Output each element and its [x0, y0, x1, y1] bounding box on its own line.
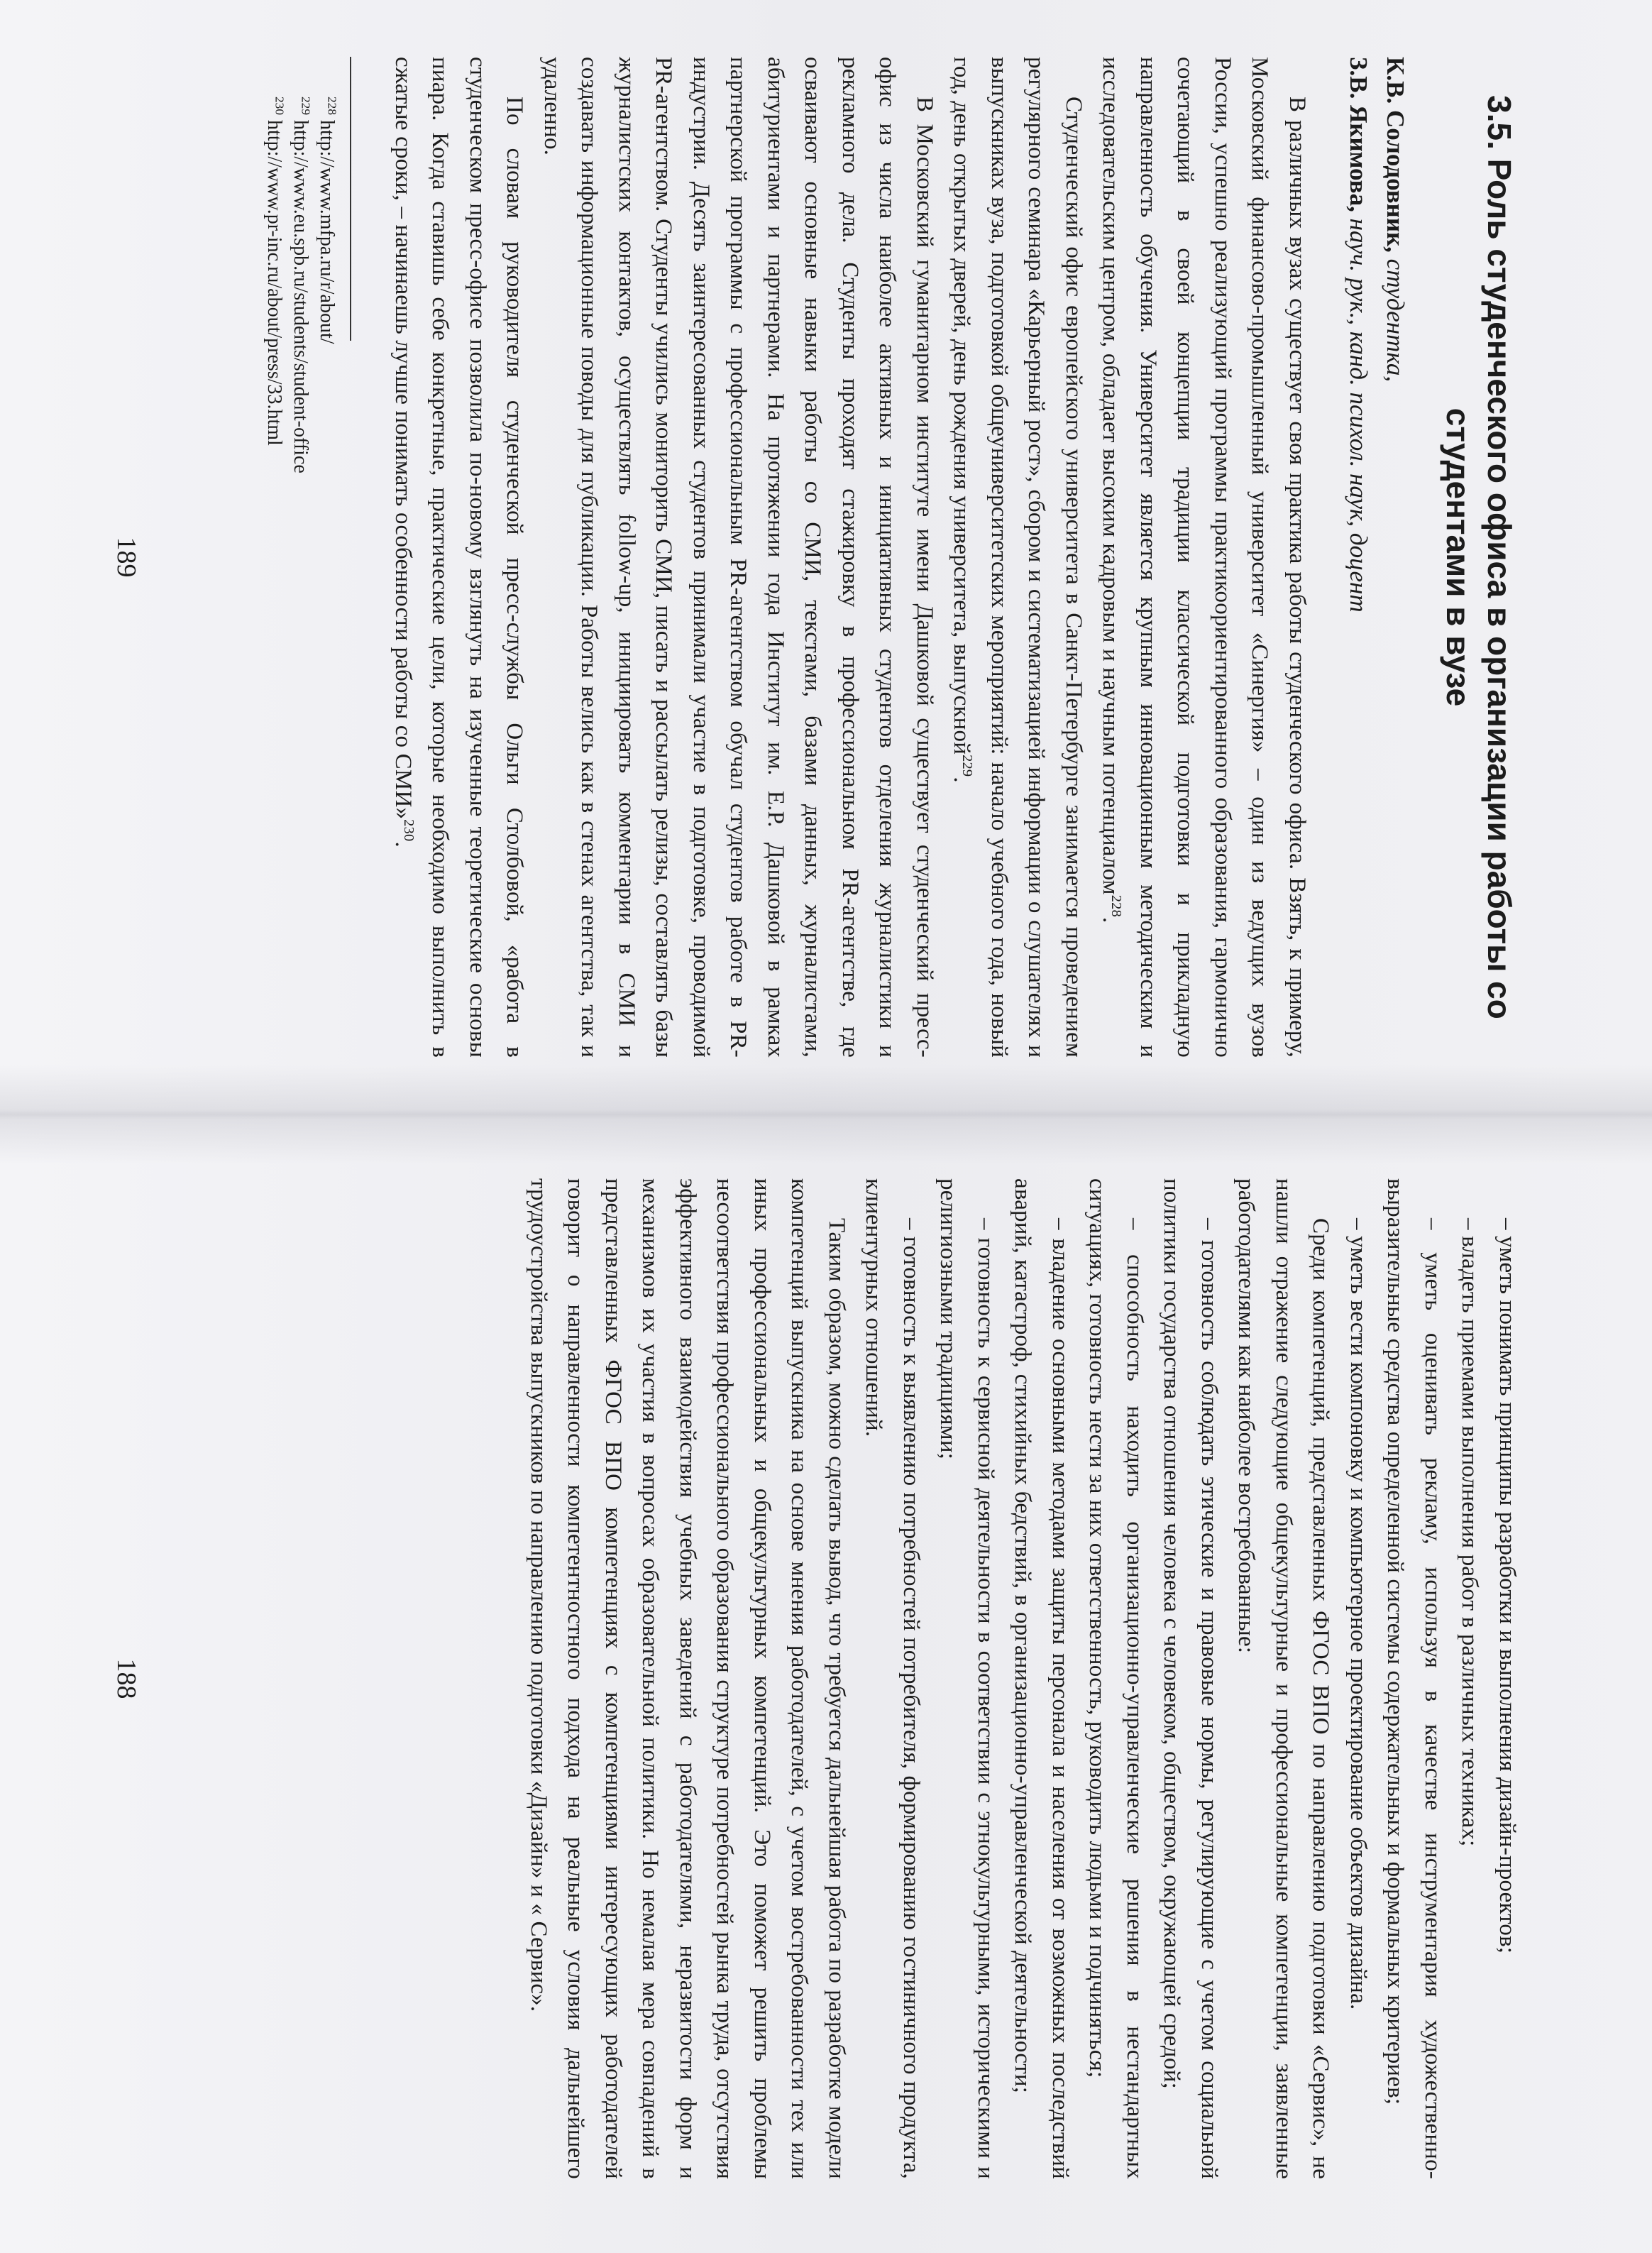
- footnote-link[interactable]: http://www.pr-inc.ru/about/press/33.html: [263, 120, 286, 446]
- paragraph-tail: .: [1098, 917, 1124, 923]
- paragraph: – готовность соблюдать этические и правовые нормы, регулирующие с учетом социальной политики государства отношения человека с человеком, обществом, окружающей средой;: [1159, 1178, 1222, 2179]
- paragraph: – уметь вести компоновку и компьютерное проектирование объектов дизайна.: [1345, 1218, 1371, 2010]
- author-line: [1377, 57, 1414, 1058]
- page-number: 188: [111, 1658, 141, 1699]
- paragraph: – уметь оценивать рекламу, используя в качестве инструментария художественно-выразительные средства определенной системы содержательных и формальных критериев;: [1382, 1178, 1446, 2179]
- footnote-divider: [351, 57, 352, 341]
- paragraph: [1092, 57, 1316, 1058]
- author-name: К.В. Солодовник,: [1382, 57, 1409, 253]
- footnote: [288, 57, 314, 1058]
- footnote-ref: 228: [1108, 894, 1125, 917]
- author-line: [1340, 57, 1377, 1058]
- author-name: З.В. Якимова,: [1345, 57, 1372, 212]
- page-188-body: [520, 1178, 1526, 2179]
- footnote-number: 229: [299, 97, 313, 116]
- paragraph: – готовность к выявлению потребностей потребителя, формированию гостиничного продукта, клиентурных отношений.: [861, 1178, 924, 2179]
- authors-block: [1340, 57, 1414, 1058]
- page-number: 189: [111, 537, 141, 578]
- footnotes: [262, 57, 341, 1058]
- footnote-link[interactable]: http://www.mfpa.ru/r/about/: [316, 120, 338, 344]
- paragraph: Таким образом, можно сделать вывод, что требуется дальнейшая работа по разработке модели компетенций выпускника на основе мнения работодателей, с учетом востребованности тех или иных профессиональных и общекультурных компетенций. Это поможет решить проблемы несоответствия профессионального образования структуре потребностей рынка труда, отсутствия эффективного взаимодействия учебных заведений с работодателями, неразвитости форм и механизмов их участия в вопросах образовательной политики. Но немалая мера совпадений в представленных ФГОС ВПО компетенциях с компетенциями интересующих работодателей говорит о направленности компетентностного подхода на реальные условия дальнейшего трудоустройства выпускников по направлению подготовки «Дизайн» и « Сервис».: [526, 1178, 849, 2179]
- footnote-ref: 230: [401, 819, 417, 842]
- paragraph-tail: .: [390, 841, 416, 848]
- paragraph: [534, 57, 944, 1058]
- paragraph-text: В Московский гуманитарном институте имени Дашковой существует студенческий пресс-офис из числа наиболее активных и инициативных студентов отделения журналистики и рекламного дела. Студенты проходят стажировку в профессиональном PR-агентстве, где осваивают основные навыки работы со СМИ, текстами, базами данных, журналистами, абитуриентами и партнерами. На протяжении года Институт им. Е.Р. Дашковой в рамках партнерской программы с профессиональным PR-агентством обучал студентов работе в PR-индустрии. Десять заинтересованных студентов принимали участие в подготовке, проводимой PR-агентством. Студенты учились мониторить СМИ, писать и рассылать релизы, составлять базы журналистских контактов, осуществлять follow-up, инициировать комментарии в СМИ и создавать информационные поводы для публикации. Работы велись как в стенах агентства, так и удаленно.: [539, 57, 937, 1058]
- paragraph: – уметь понимать принципы разработки и выполнения дизайн-проектов;: [1494, 1218, 1520, 1954]
- paragraph: [385, 57, 534, 1058]
- page-188: [92, 1178, 1526, 2179]
- footnote-number: 230: [272, 97, 287, 116]
- paragraph-text: Студенческий офис европейского университета в Санкт-Петербурге занимается проведением регулярного семинара «Карьерный рост», сбором и систематизацией информации о слушателях и выпускниках вуза, подготовкой общеуниверситетских мероприятий: начало учебного года, новый год, день открытых дверей, день рождения университета, выпускной: [949, 57, 1086, 1058]
- footnote-ref: 229: [959, 755, 976, 777]
- paragraph: – способность находить организационно-управленческие решения в нестандартных ситуациях, готовность нести за них ответственность, руководить людьми и подчиняться;: [1084, 1178, 1147, 2179]
- book-spine-shadow: [0, 1065, 1652, 1164]
- footnote-number: 228: [325, 97, 339, 116]
- footnote-link[interactable]: http://www.eu.spb.ru/students/student-office: [290, 120, 312, 473]
- section-title: 3.5. Роль студенческого офиса в организации работы со студентами в вузе: [1440, 95, 1518, 1019]
- footnote: [314, 57, 341, 1058]
- paragraph: – готовность к сервисной деятельности в соответствии с этнокультурными, историческими и религиозными традициями;: [935, 1178, 998, 2179]
- paragraph: – владеть приемами выполнения работ в различных техниках;: [1457, 1218, 1483, 1847]
- footnote: [262, 57, 288, 1058]
- paragraph-text: В различных вузах существует своя практика работы студенческого офиса. Взять, к примеру, Московский финансово-промышленный университет «Синергия» – один из ведущих вузов России, успешно реализующий программы практикоориентированного образования, гармонично сочетающий в своей концепции традиции классической подготовки и прикладную направленность обучения. Университет является крупным инновационным методическим и исследовательским центром, обладает высоким кадровым и научным потенциалом: [1098, 57, 1310, 1058]
- paragraph: Среди компетенций, представленных ФГОС ВПО по направлению подготовки «Сервис», не нашли отражение следующие общекультурные и профессиональные компетенции, заявленные работодателями как наиболее востребованные:: [1233, 1178, 1334, 2179]
- paragraph-text: По словам руководителя студенческой пресс-службы Ольги Столбовой, «работа в студенческом пресс-офисе позволила по-новому взглянуть на изученные теоретические основы пиара. Когда ставишь себе конкретные, практические цели, которые необходимо выполнить в сжатые сроки, – начинаешь лучше понимать особенности работы со СМИ»: [390, 57, 528, 1058]
- page-189-body: [385, 57, 1316, 1058]
- page-189: [92, 57, 1526, 1058]
- paragraph: – владение основными методами защиты персонала и населения от возможных последствий аварий, катастроф, стихийных бедствий, в организационно-управленческой деятельности;: [1010, 1178, 1073, 2179]
- paragraph: [943, 57, 1092, 1058]
- author-role: студентка,: [1382, 258, 1409, 383]
- paragraph-tail: .: [949, 777, 975, 783]
- author-role: науч. рук., канд. психол. наук, доцент: [1345, 218, 1372, 613]
